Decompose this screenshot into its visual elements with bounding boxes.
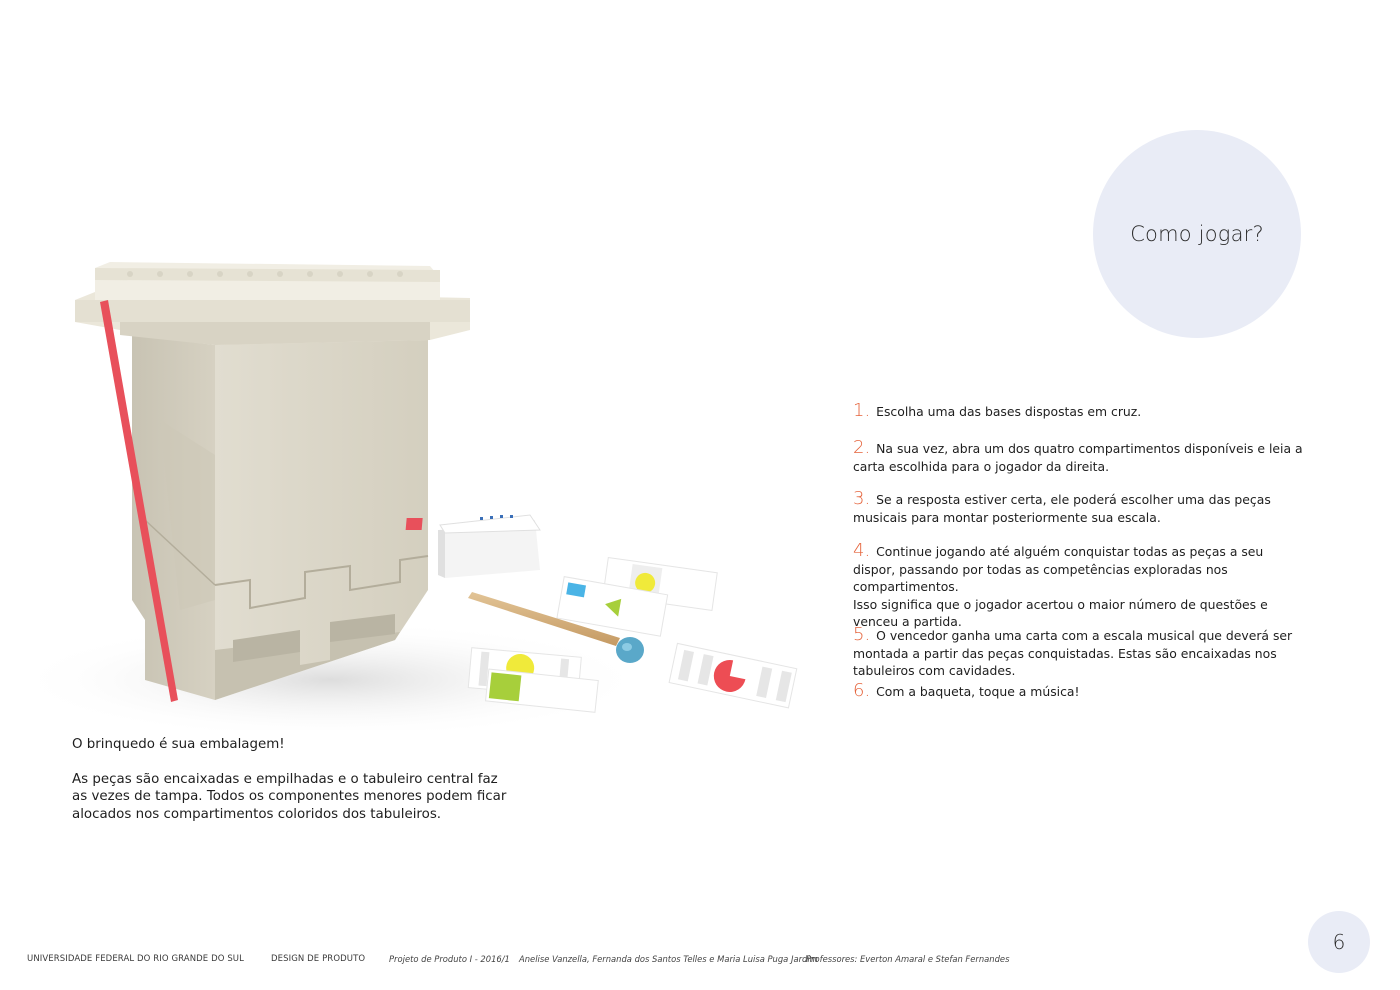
step-1 [853,402,1303,421]
intro-block [72,736,512,823]
step-number: 3. [853,488,871,509]
step-2 [853,439,1303,475]
step-number: 4. [853,540,871,561]
step-text: Com a baqueta, toque a música! [876,684,1080,699]
footer-professors: Professores: Everton Amaral e Stefan Fernandes [806,954,1010,964]
step-5 [853,626,1303,680]
intro-body: As peças são encaixadas e empilhadas e o tabuleiro central faz as vezes de tampa. Todos os componentes menores podem ficar alocados nos compartimentos coloridos dos tabuleiros. [72,771,507,822]
footer-university: UNIVERSIDADE FEDERAL DO RIO GRANDE DO SUL [27,954,244,964]
intro-heading: O brinquedo é sua embalagem! [72,737,285,752]
step-6 [853,682,1303,701]
product-render-illustration [0,250,860,730]
page-number: 6 [1308,911,1370,973]
step-text: Na sua vez, abra um dos quatro compartimentos disponíveis e leia a carta escolhida para o jogador da direita. [853,441,1303,474]
footer-course: DESIGN DE PRODUTO [271,954,366,964]
step-4 [853,542,1303,631]
step-number: 6. [853,680,871,701]
step-text: O vencedor ganha uma carta com a escala musical que deverá ser montada a partir das peças conquistadas. Estas são encaixadas nos tabuleiros com cavidades. [853,628,1293,678]
step-text: Continue jogando até alguém conquistar todas as peças a seu dispor, passando por todas as competências exploradas nos compartimentos. [853,544,1264,594]
page-title: Como jogar? [1130,222,1264,246]
step-text-continued: Isso significa que o jogador acertou o maior número de questões e venceu a partida. [853,596,1268,629]
title-circle [1093,130,1301,338]
step-text: Se a resposta estiver certa, ele poderá escolher uma das peças musicais para montar posteriormente sua escala. [853,492,1271,525]
step-number: 5. [853,624,871,645]
step-text: Escolha uma das bases dispostas em cruz. [876,404,1142,419]
footer-authors: Anelise Vanzella, Fernanda dos Santos Telles e Maria Luisa Puga Jardim [519,954,818,964]
footer-project: Projeto de Produto I - 2016/1 [389,954,510,964]
card [669,643,797,707]
step-number: 1. [853,400,871,421]
step-number: 2. [853,437,871,458]
step-3 [853,490,1303,526]
